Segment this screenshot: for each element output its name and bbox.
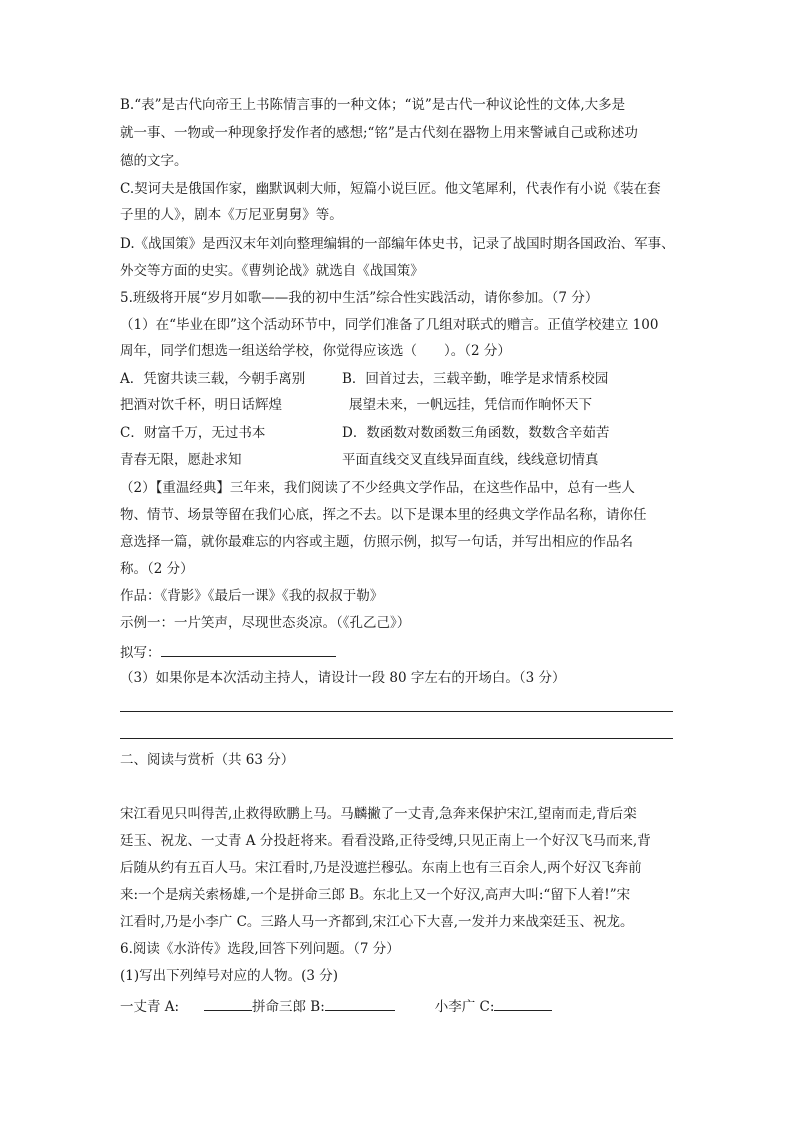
answer-line-1[interactable] (120, 711, 673, 712)
option-d-line-2: 平面直线交叉直线异面直线，线线意切情真 (342, 452, 599, 468)
text-line: 江看时,乃是小李广 C。三路人马一齐都到,宋江心下大喜,一发并力来战栾廷玉、祝龙。 (120, 914, 634, 930)
answer-blank-a[interactable] (204, 996, 252, 1011)
text-line: 就一事、一物或一种现象抒发作者的感想;“铭”是古代刻在器物上用来警诫自己或称述功 (120, 125, 638, 141)
text-line: B.“表”是古代向帝王上书陈情言事的一种文体；“说”是古代一种议论性的文体,大多是 (120, 97, 626, 113)
option-c-line-2: 青春无限，愿赴求知 (120, 452, 242, 468)
label-yizhangqing: 一丈青 A: (120, 999, 180, 1015)
draft-label: 拟写： (120, 645, 161, 661)
draft-answer-blank[interactable] (161, 642, 336, 657)
nickname-answer-row (120, 996, 552, 1016)
question-6-title: 6.阅读《水浒传》选段,回答下列问题。（7 分） (120, 941, 400, 957)
text-line: C.契诃夫是俄国作家，幽默讽刺大师，短篇小说巨匠。他文笔犀利，代表作有小说《装在套 (120, 181, 661, 197)
text-line: 来:一个是病关索杨雄,一个是拼命三郎 B。东北上又一个好汉,高声大叫:“留下人着!”宋 (120, 887, 631, 903)
option-c-line-1: C．财富千万，无过书本 (120, 425, 266, 441)
text-line: 物、情节、场景等留在我们心底，挥之不去。以下是课本里的经典文学作品名称，请你任 (120, 507, 647, 523)
question-6-part-1: (1)写出下列绰号对应的人物。(3 分) (120, 968, 339, 984)
label-xiaoliguang: 小李广 C: (434, 999, 495, 1015)
label-pinmingsanlang: 拼命三郎 B: (252, 999, 325, 1015)
question-5-part-3: （3）如果你是本次活动主持人，请设计一段 80 字左右的开场白。（3 分） (120, 670, 566, 686)
option-b-line-1: B．回首过去，三载辛勤，唯学是求情系校园 (342, 371, 609, 387)
section-2-title: 二、阅读与赏析（共 63 分） (120, 752, 295, 768)
text-line: 后随从约有五百人马。宋江看时,乃是没遮拦穆弘。东南上也有三百余人,两个好汉飞奔前 (120, 860, 642, 876)
text-line: （1）在“毕业在即”这个活动环节中，同学们准备了几组对联式的赠言。正值学校建立 100 (120, 317, 659, 333)
draft-row (120, 642, 336, 662)
example-sentence: 示例一：一片笑声，尽现世态炎凉。（《孔乙己》） (120, 615, 411, 631)
option-a-line-1: A．凭窗共读三载，今朝手离别 (120, 371, 306, 387)
text-line: 宋江看见只叫得苦,止救得欧鹏上马。马麟撇了一丈青,急奔来保护宋江,望南而走,背后栾 (120, 806, 637, 822)
text-line: 子里的人》，剧本《万尼亚舅舅》等。 (120, 207, 343, 223)
option-b-line-2: 展望未来，一帆远挂，凭信而作晌怀天下 (349, 397, 592, 413)
answer-line-2[interactable] (120, 738, 673, 739)
text-line: （2）【重温经典】三年来，我们阅读了不少经典文学作品，在这些作品中，总有一些人 (120, 480, 635, 496)
text-line: 德的文字。 (120, 153, 188, 169)
text-line: 称。（2 分） (120, 561, 194, 577)
text-line: 意选择一篇，就你最难忘的内容或主题，仿照示例，拟写一句话，并写出相应的作品名 (120, 534, 633, 550)
answer-blank-c[interactable] (494, 996, 552, 1011)
option-d-line-1: D．数函数对数函数三角函数，数数含辛茹苦 (342, 425, 610, 441)
text-line: D.《战国策》是西汉末年刘向整理编辑的一部编年体史书，记录了战国时期各国政治、军事、 (120, 236, 675, 252)
text-line: 廷玉、祝龙、一丈青 A 分投赶将来。看看没路,正待受缚,只见正南上一个好汉飞马而来,背 (120, 833, 651, 849)
text-line: 周年，同学们想选一组送给学校，你觉得应该选（ ）。（2 分） (120, 343, 511, 359)
text-line: 外交等方面的史实。《曹刿论战》就选自《战国策》 (120, 263, 424, 279)
answer-blank-b[interactable] (325, 996, 395, 1011)
option-a-line-2: 把酒对饮千杯，明日话辉煌 (120, 397, 282, 413)
works-list: 作品：《背影》《最后一课》《我的叔叔于勒》 (120, 588, 384, 604)
question-5-title: 5.班级将开展“岁月如歌——我的初中生活”综合性实践活动，请你参加。（7 分） (120, 290, 599, 306)
